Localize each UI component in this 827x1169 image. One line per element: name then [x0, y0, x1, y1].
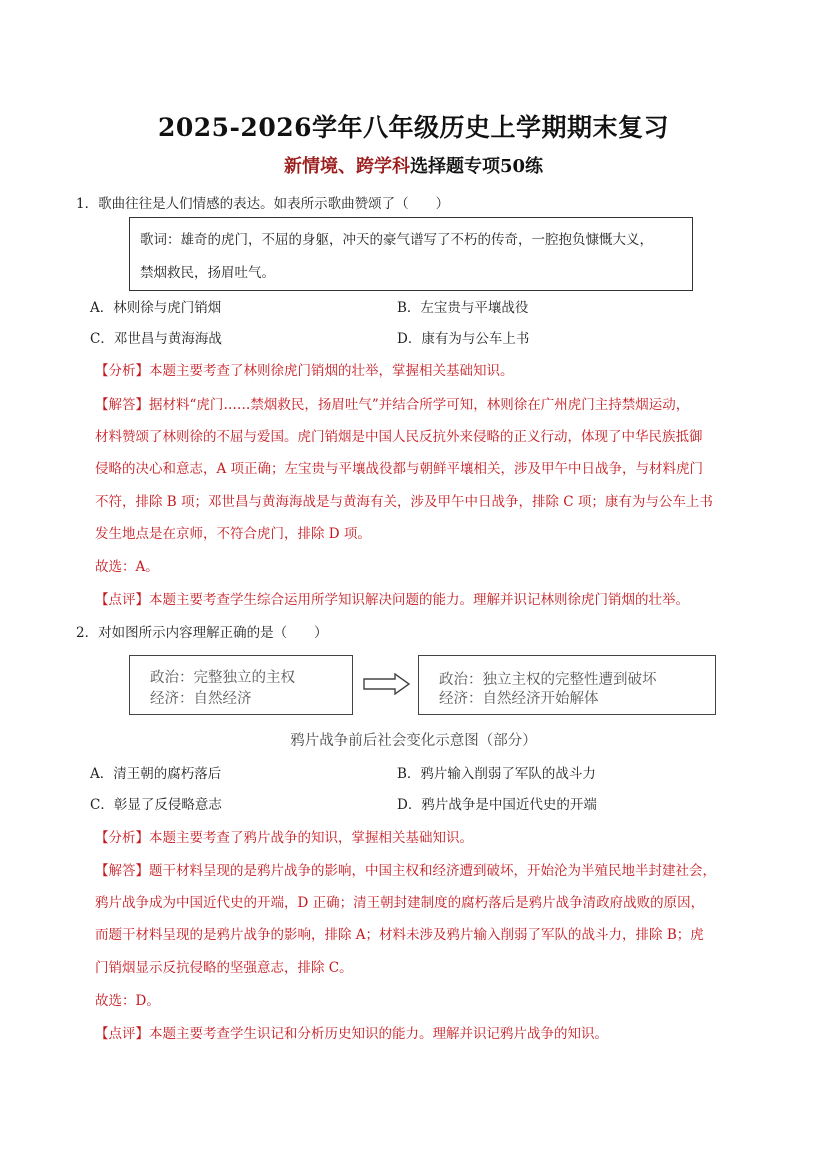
q1-answer-line-2: 材料赞颂了林则徐的不屈与爱国。虎门销烟是中国人民反抗外来侵略的正义行动，体现了中华民族抵御	[95, 429, 703, 445]
diagram-before-economy: 经济：自然经济	[150, 691, 252, 707]
q2-diagram	[129, 655, 715, 717]
q1-answer-line-4: 不符，排除 B 项；邓世昌与黄海海战是与黄海有关，涉及甲午中日战争，排除 C 项；康有为与公车上书	[95, 494, 713, 510]
q1-comment-tag: 【点评】	[95, 592, 149, 608]
q2-option-d: D．鸦片战争是中国近代史的开端	[397, 797, 597, 813]
q1-answer-text-1: 据材料“虎门……禁烟救民，扬眉吐气”并结合所学可知，林则徐在广州虎门主持禁烟运动，	[149, 397, 690, 413]
q2-answer-text-1: 题干材料呈现的是鸦片战争的影响，中国主权和经济遭到破坏，开始沦为半殖民地半封建社会，	[149, 863, 716, 879]
page-title: 2025-2026学年八年级历史上学期期末复习	[157, 113, 670, 142]
q2-option-c: C．彰显了反侵略意志	[90, 797, 222, 813]
q1-option-a: A．林则徐与虎门销烟	[90, 300, 222, 316]
q1-option-b: B．左宝贵与平壤战役	[397, 300, 529, 316]
q2-answer-line-2: 鸦片战争成为中国近代史的开端，D 正确；清王朝封建制度的腐朽落后是鸦片战争清政府战败的原因，	[95, 895, 705, 911]
q1-answer-line-1	[95, 393, 689, 413]
q1-lyrics-line-1: 歌词：雄奇的虎门，不屈的身躯，冲天的豪气谱写了不朽的传奇，一腔抱负慷慨大义，	[140, 232, 653, 248]
q2-option-b: B．鸦片输入削弱了军队的战斗力	[397, 766, 596, 782]
q2-choice: 故选：D。	[95, 993, 160, 1009]
diagram-after-politics: 政治：独立主权的完整性遭到破坏	[439, 672, 657, 688]
q2-stem: 2．对如图所示内容理解正确的是（ ）	[76, 625, 328, 641]
q2-comment-text: 本题主要考查学生识记和分析历史知识的能力。理解并识记鸦片战争的知识。	[149, 1026, 608, 1042]
q2-comment	[95, 1022, 608, 1042]
q1-analysis-tag: 【分析】	[95, 363, 149, 379]
q2-answer-line-1	[95, 859, 716, 879]
q2-analysis-text: 本题主要考查了鸦片战争的知识，掌握相关基础知识。	[149, 830, 473, 846]
q1-comment	[95, 588, 689, 608]
page-subtitle	[0, 152, 827, 178]
diagram-before-box	[129, 655, 353, 715]
q1-analysis	[95, 359, 514, 379]
q1-option-c: C．邓世昌与黄海海战	[90, 331, 222, 347]
q2-answer-line-4: 门销烟显示反抗侵略的坚强意志，排除 C。	[95, 960, 353, 976]
q1-analysis-text: 本题主要考查了林则徐虎门销烟的壮举，掌握相关基础知识。	[149, 363, 514, 379]
q1-option-d: D．康有为与公车上书	[397, 331, 530, 347]
subtitle-red-part: 新情境、跨学科	[283, 156, 410, 177]
q2-answer-line-3: 而题干材料呈现的是鸦片战争的影响，排除 A；材料未涉及鸦片输入削弱了军队的战斗力，排除 B；虎	[95, 927, 704, 943]
q1-choice: 故选：A。	[95, 559, 159, 575]
q1-answer-line-5: 发生地点是在京师，不符合虎门，排除 D 项。	[95, 526, 371, 542]
q2-comment-tag: 【点评】	[95, 1026, 149, 1042]
q1-answer-tag: 【解答】	[95, 397, 149, 413]
diagram-caption: 鸦片战争前后社会变化示意图（部分）	[290, 733, 537, 749]
q1-stem: 1．歌曲往往是人们情感的表达。如表所示歌曲赞颂了（ ）	[76, 196, 450, 212]
q1-comment-text: 本题主要考查学生综合运用所学知识解决问题的能力。理解并识记林则徐虎门销烟的壮举。	[149, 592, 689, 608]
q1-answer-line-3: 侵略的决心和意志，A 项正确；左宝贵与平壤战役都与朝鲜平壤相关，涉及甲午中日战争，与材料虎门	[95, 461, 704, 477]
diagram-after-economy: 经济：自然经济开始解体	[439, 691, 599, 707]
subtitle-black-part: 选择题专项50练	[409, 156, 544, 177]
q2-option-a: A．清王朝的腐朽落后	[90, 766, 222, 782]
q1-lyrics-box	[129, 217, 693, 291]
diagram-after-box	[418, 655, 716, 715]
arrow-right-icon	[363, 673, 411, 695]
q1-lyrics-line-2: 禁烟救民，扬眉吐气。	[140, 265, 275, 281]
q2-answer-tag: 【解答】	[95, 863, 149, 879]
diagram-before-politics: 政治：完整独立的主权	[150, 670, 295, 686]
q2-analysis-tag: 【分析】	[95, 830, 149, 846]
q2-analysis	[95, 826, 473, 846]
